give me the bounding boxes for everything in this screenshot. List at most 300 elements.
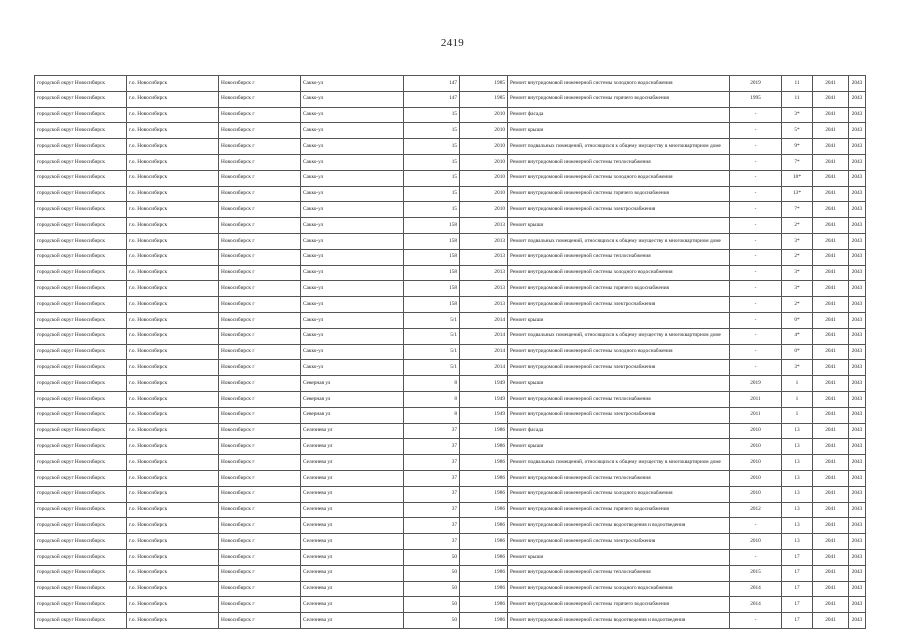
settlement-cell: Новосибирск г xyxy=(219,534,301,550)
work-type-cell: Ремонт внутридомовой инженерной системы теплоснабжения xyxy=(508,391,730,407)
plan-end-cell: 2043 xyxy=(849,186,866,202)
district-cell: г.о. Новосибирск xyxy=(127,597,219,613)
street-cell: Сакко-ул xyxy=(301,139,404,155)
last-repair-year-cell: 2010 xyxy=(730,470,782,486)
plan-start-cell: 2041 xyxy=(813,455,849,471)
house-number-cell: 37 xyxy=(404,486,460,502)
settlement-cell: Новосибирск г xyxy=(219,455,301,471)
district-cell: г.о. Новосибирск xyxy=(127,218,219,234)
plan-start-cell: 2041 xyxy=(813,502,849,518)
table-row xyxy=(35,312,866,328)
table-row xyxy=(35,470,866,486)
municipality-cell: городской округ Новосибирск xyxy=(35,265,127,281)
settlement-cell: Новосибирск г xyxy=(219,502,301,518)
plan-end-cell: 2043 xyxy=(849,123,866,139)
work-type-cell: Ремонт крыши xyxy=(508,123,730,139)
plan-start-cell: 2041 xyxy=(813,360,849,376)
build-year-cell: 1986 xyxy=(460,597,508,613)
house-number-cell: 37 xyxy=(404,470,460,486)
plan-end-cell: 2043 xyxy=(849,407,866,423)
district-cell: г.о. Новосибирск xyxy=(127,154,219,170)
plan-start-cell: 2041 xyxy=(813,312,849,328)
settlement-cell: Новосибирск г xyxy=(219,202,301,218)
work-type-cell: Ремонт внутридомовой инженерной системы теплоснабжения xyxy=(508,565,730,581)
district-cell: г.о. Новосибирск xyxy=(127,265,219,281)
street-cell: Селезнева ул xyxy=(301,502,404,518)
district-cell: г.о. Новосибирск xyxy=(127,391,219,407)
municipality-cell: городской округ Новосибирск xyxy=(35,344,127,360)
plan-end-cell: 2043 xyxy=(849,265,866,281)
wear-cell: 7* xyxy=(782,202,813,218)
plan-start-cell: 2041 xyxy=(813,233,849,249)
build-year-cell: 1949 xyxy=(460,407,508,423)
house-number-cell: 50 xyxy=(404,549,460,565)
work-type-cell: Ремонт внутридомовой инженерной системы холодного водоснабжения xyxy=(508,581,730,597)
district-cell: г.о. Новосибирск xyxy=(127,470,219,486)
house-number-cell: 158 xyxy=(404,249,460,265)
table-row xyxy=(35,328,866,344)
plan-end-cell: 2043 xyxy=(849,549,866,565)
municipality-cell: городской округ Новосибирск xyxy=(35,439,127,455)
table-row xyxy=(35,297,866,313)
house-number-cell: 37 xyxy=(404,502,460,518)
table-row xyxy=(35,344,866,360)
wear-cell: 13 xyxy=(782,439,813,455)
last-repair-year-cell: - xyxy=(730,312,782,328)
house-number-cell: 15 xyxy=(404,154,460,170)
street-cell: Сакко-ул xyxy=(301,344,404,360)
last-repair-year-cell: - xyxy=(730,170,782,186)
settlement-cell: Новосибирск г xyxy=(219,376,301,392)
wear-cell: 2* xyxy=(782,218,813,234)
plan-start-cell: 2041 xyxy=(813,218,849,234)
house-number-cell: 50 xyxy=(404,565,460,581)
street-cell: Сакко-ул xyxy=(301,328,404,344)
settlement-cell: Новосибирск г xyxy=(219,597,301,613)
work-type-cell: Ремонт внутридомовой инженерной системы горячего водоснабжения xyxy=(508,502,730,518)
last-repair-year-cell: - xyxy=(730,233,782,249)
table-row xyxy=(35,534,866,550)
settlement-cell: Новосибирск г xyxy=(219,186,301,202)
settlement-cell: Новосибирск г xyxy=(219,312,301,328)
last-repair-year-cell: - xyxy=(730,281,782,297)
house-number-cell: 8 xyxy=(404,376,460,392)
build-year-cell: 1986 xyxy=(460,502,508,518)
build-year-cell: 1985 xyxy=(460,91,508,107)
wear-cell: 13* xyxy=(782,186,813,202)
build-year-cell: 1985 xyxy=(460,76,508,92)
house-number-cell: 5/1 xyxy=(404,344,460,360)
street-cell: Сакко-ул xyxy=(301,265,404,281)
municipality-cell: городской округ Новосибирск xyxy=(35,549,127,565)
table-row xyxy=(35,613,866,629)
plan-end-cell: 2043 xyxy=(849,312,866,328)
wear-cell: 17 xyxy=(782,549,813,565)
plan-start-cell: 2041 xyxy=(813,202,849,218)
municipality-cell: городской округ Новосибирск xyxy=(35,297,127,313)
municipality-cell: городской округ Новосибирск xyxy=(35,486,127,502)
wear-cell: 13 xyxy=(782,455,813,471)
table-row xyxy=(35,91,866,107)
work-type-cell: Ремонт внутридомовой инженерной системы электроснабжения xyxy=(508,360,730,376)
wear-cell: 7* xyxy=(782,154,813,170)
plan-end-cell: 2043 xyxy=(849,233,866,249)
street-cell: Сакко-ул xyxy=(301,360,404,376)
wear-cell: 17 xyxy=(782,565,813,581)
plan-start-cell: 2041 xyxy=(813,439,849,455)
district-cell: г.о. Новосибирск xyxy=(127,360,219,376)
last-repair-year-cell: - xyxy=(730,107,782,123)
settlement-cell: Новосибирск г xyxy=(219,107,301,123)
settlement-cell: Новосибирск г xyxy=(219,139,301,155)
municipality-cell: городской округ Новосибирск xyxy=(35,281,127,297)
table-row xyxy=(35,455,866,471)
district-cell: г.о. Новосибирск xyxy=(127,91,219,107)
plan-start-cell: 2041 xyxy=(813,391,849,407)
district-cell: г.о. Новосибирск xyxy=(127,423,219,439)
plan-end-cell: 2043 xyxy=(849,391,866,407)
house-number-cell: 15 xyxy=(404,107,460,123)
last-repair-year-cell: - xyxy=(730,218,782,234)
house-number-cell: 158 xyxy=(404,297,460,313)
work-type-cell: Ремонт крыши xyxy=(508,549,730,565)
wear-cell: 3* xyxy=(782,265,813,281)
work-type-cell: Ремонт внутридомовой инженерной системы горячего водоснабжения xyxy=(508,597,730,613)
house-number-cell: 8 xyxy=(404,391,460,407)
work-type-cell: Ремонт подвальных помещений, относящихся к общему имуществу в многоквартирном доме xyxy=(508,455,730,471)
table-row xyxy=(35,549,866,565)
municipality-cell: городской округ Новосибирск xyxy=(35,154,127,170)
last-repair-year-cell: - xyxy=(730,549,782,565)
table-row xyxy=(35,439,866,455)
plan-start-cell: 2041 xyxy=(813,581,849,597)
settlement-cell: Новосибирск г xyxy=(219,91,301,107)
table-row xyxy=(35,249,866,265)
plan-start-cell: 2041 xyxy=(813,297,849,313)
plan-end-cell: 2043 xyxy=(849,328,866,344)
build-year-cell: 2014 xyxy=(460,328,508,344)
build-year-cell: 2013 xyxy=(460,265,508,281)
plan-start-cell: 2041 xyxy=(813,423,849,439)
wear-cell: 11 xyxy=(782,91,813,107)
build-year-cell: 1986 xyxy=(460,518,508,534)
build-year-cell: 2010 xyxy=(460,139,508,155)
build-year-cell: 1949 xyxy=(460,391,508,407)
street-cell: Сакко-ул xyxy=(301,249,404,265)
house-number-cell: 37 xyxy=(404,439,460,455)
wear-cell: 0* xyxy=(782,344,813,360)
build-year-cell: 2013 xyxy=(460,297,508,313)
house-number-cell: 158 xyxy=(404,281,460,297)
last-repair-year-cell: 2010 xyxy=(730,534,782,550)
work-type-cell: Ремонт внутридомовой инженерной системы электроснабжения xyxy=(508,297,730,313)
street-cell: Селезнева ул xyxy=(301,518,404,534)
settlement-cell: Новосибирск г xyxy=(219,344,301,360)
plan-start-cell: 2041 xyxy=(813,407,849,423)
plan-end-cell: 2043 xyxy=(849,91,866,107)
municipality-cell: городской округ Новосибирск xyxy=(35,502,127,518)
house-number-cell: 50 xyxy=(404,581,460,597)
build-year-cell: 2013 xyxy=(460,249,508,265)
table-row xyxy=(35,486,866,502)
house-number-cell: 147 xyxy=(404,76,460,92)
municipality-cell: городской округ Новосибирск xyxy=(35,455,127,471)
page-number: 2419 xyxy=(440,37,465,49)
last-repair-year-cell: - xyxy=(730,139,782,155)
street-cell: Сакко-ул xyxy=(301,170,404,186)
municipality-cell: городской округ Новосибирск xyxy=(35,107,127,123)
street-cell: Селезнева ул xyxy=(301,423,404,439)
street-cell: Сакко-ул xyxy=(301,233,404,249)
table-row xyxy=(35,597,866,613)
build-year-cell: 1986 xyxy=(460,534,508,550)
district-cell: г.о. Новосибирск xyxy=(127,233,219,249)
plan-start-cell: 2041 xyxy=(813,613,849,629)
build-year-cell: 1986 xyxy=(460,455,508,471)
plan-start-cell: 2041 xyxy=(813,597,849,613)
house-number-cell: 8 xyxy=(404,407,460,423)
street-cell: Селезнева ул xyxy=(301,486,404,502)
table-row xyxy=(35,265,866,281)
house-number-cell: 158 xyxy=(404,265,460,281)
work-type-cell: Ремонт подвальных помещений, относящихся к общему имуществу в многоквартирном доме xyxy=(508,233,730,249)
settlement-cell: Новосибирск г xyxy=(219,423,301,439)
street-cell: Селезнева ул xyxy=(301,455,404,471)
district-cell: г.о. Новосибирск xyxy=(127,170,219,186)
capital-repair-table xyxy=(34,75,866,629)
street-cell: Сакко-ул xyxy=(301,202,404,218)
street-cell: Сакко-ул xyxy=(301,107,404,123)
work-type-cell: Ремонт внутридомовой инженерной системы горячего водоснабжения xyxy=(508,186,730,202)
municipality-cell: городской округ Новосибирск xyxy=(35,91,127,107)
settlement-cell: Новосибирск г xyxy=(219,581,301,597)
wear-cell: 13 xyxy=(782,470,813,486)
last-repair-year-cell: 2010 xyxy=(730,439,782,455)
municipality-cell: городской округ Новосибирск xyxy=(35,518,127,534)
plan-end-cell: 2043 xyxy=(849,597,866,613)
wear-cell: 1 xyxy=(782,376,813,392)
work-type-cell: Ремонт фасада xyxy=(508,423,730,439)
wear-cell: 0* xyxy=(782,312,813,328)
house-number-cell: 147 xyxy=(404,91,460,107)
table-row xyxy=(35,154,866,170)
municipality-cell: городской округ Новосибирск xyxy=(35,170,127,186)
settlement-cell: Новосибирск г xyxy=(219,297,301,313)
plan-start-cell: 2041 xyxy=(813,549,849,565)
settlement-cell: Новосибирск г xyxy=(219,249,301,265)
settlement-cell: Новосибирск г xyxy=(219,407,301,423)
municipality-cell: городской округ Новосибирск xyxy=(35,376,127,392)
last-repair-year-cell: - xyxy=(730,518,782,534)
work-type-cell: Ремонт внутридомовой инженерной системы водоотведения и водоотведения xyxy=(508,613,730,629)
last-repair-year-cell: - xyxy=(730,360,782,376)
table-row xyxy=(35,565,866,581)
last-repair-year-cell: - xyxy=(730,202,782,218)
build-year-cell: 1986 xyxy=(460,565,508,581)
municipality-cell: городской округ Новосибирск xyxy=(35,123,127,139)
work-type-cell: Ремонт внутридомовой инженерной системы холодного водоснабжения xyxy=(508,170,730,186)
street-cell: Селезнева ул xyxy=(301,534,404,550)
wear-cell: 2* xyxy=(782,249,813,265)
settlement-cell: Новосибирск г xyxy=(219,549,301,565)
district-cell: г.о. Новосибирск xyxy=(127,107,219,123)
street-cell: Сакко-ул xyxy=(301,281,404,297)
settlement-cell: Новосибирск г xyxy=(219,170,301,186)
wear-cell: 17 xyxy=(782,613,813,629)
plan-end-cell: 2043 xyxy=(849,423,866,439)
plan-start-cell: 2041 xyxy=(813,91,849,107)
plan-end-cell: 2043 xyxy=(849,613,866,629)
wear-cell: 3* xyxy=(782,360,813,376)
settlement-cell: Новосибирск г xyxy=(219,565,301,581)
last-repair-year-cell: 1995 xyxy=(730,91,782,107)
plan-end-cell: 2043 xyxy=(849,202,866,218)
wear-cell: 13 xyxy=(782,502,813,518)
house-number-cell: 15 xyxy=(404,139,460,155)
plan-start-cell: 2041 xyxy=(813,470,849,486)
wear-cell: 3* xyxy=(782,233,813,249)
plan-start-cell: 2041 xyxy=(813,139,849,155)
plan-end-cell: 2043 xyxy=(849,376,866,392)
last-repair-year-cell: - xyxy=(730,154,782,170)
table-row xyxy=(35,139,866,155)
plan-end-cell: 2043 xyxy=(849,581,866,597)
settlement-cell: Новосибирск г xyxy=(219,486,301,502)
work-type-cell: Ремонт внутридомовой инженерной системы электроснабжения xyxy=(508,534,730,550)
street-cell: Селезнева ул xyxy=(301,581,404,597)
last-repair-year-cell: 2014 xyxy=(730,597,782,613)
house-number-cell: 15 xyxy=(404,170,460,186)
work-type-cell: Ремонт крыши xyxy=(508,439,730,455)
district-cell: г.о. Новосибирск xyxy=(127,613,219,629)
table-row xyxy=(35,123,866,139)
house-number-cell: 5/1 xyxy=(404,328,460,344)
plan-end-cell: 2043 xyxy=(849,360,866,376)
settlement-cell: Новосибирск г xyxy=(219,281,301,297)
house-number-cell: 158 xyxy=(404,218,460,234)
table-row xyxy=(35,518,866,534)
build-year-cell: 1986 xyxy=(460,470,508,486)
plan-end-cell: 2043 xyxy=(849,344,866,360)
plan-start-cell: 2041 xyxy=(813,186,849,202)
house-number-cell: 50 xyxy=(404,597,460,613)
house-number-cell: 5/1 xyxy=(404,360,460,376)
build-year-cell: 1986 xyxy=(460,423,508,439)
municipality-cell: городской округ Новосибирск xyxy=(35,202,127,218)
settlement-cell: Новосибирск г xyxy=(219,154,301,170)
work-type-cell: Ремонт внутридомовой инженерной системы холодного водоснабжения xyxy=(508,265,730,281)
build-year-cell: 2010 xyxy=(460,154,508,170)
build-year-cell: 1949 xyxy=(460,376,508,392)
district-cell: г.о. Новосибирск xyxy=(127,502,219,518)
municipality-cell: городской округ Новосибирск xyxy=(35,565,127,581)
wear-cell: 2* xyxy=(782,297,813,313)
build-year-cell: 2013 xyxy=(460,281,508,297)
municipality-cell: городской округ Новосибирск xyxy=(35,360,127,376)
municipality-cell: городской округ Новосибирск xyxy=(35,218,127,234)
wear-cell: 13 xyxy=(782,534,813,550)
wear-cell: 1 xyxy=(782,407,813,423)
district-cell: г.о. Новосибирск xyxy=(127,439,219,455)
plan-end-cell: 2043 xyxy=(849,565,866,581)
house-number-cell: 5/1 xyxy=(404,312,460,328)
street-cell: Селезнева ул xyxy=(301,613,404,629)
plan-start-cell: 2041 xyxy=(813,249,849,265)
district-cell: г.о. Новосибирск xyxy=(127,565,219,581)
street-cell: Сакко-ул xyxy=(301,297,404,313)
work-type-cell: Ремонт крыши xyxy=(508,218,730,234)
district-cell: г.о. Новосибирск xyxy=(127,455,219,471)
municipality-cell: городской округ Новосибирск xyxy=(35,581,127,597)
house-number-cell: 37 xyxy=(404,518,460,534)
last-repair-year-cell: - xyxy=(730,123,782,139)
settlement-cell: Новосибирск г xyxy=(219,233,301,249)
plan-start-cell: 2041 xyxy=(813,376,849,392)
plan-end-cell: 2043 xyxy=(849,154,866,170)
plan-start-cell: 2041 xyxy=(813,534,849,550)
wear-cell: 9* xyxy=(782,139,813,155)
plan-end-cell: 2043 xyxy=(849,139,866,155)
table-row xyxy=(35,170,866,186)
plan-start-cell: 2041 xyxy=(813,170,849,186)
plan-start-cell: 2041 xyxy=(813,154,849,170)
street-cell: Селезнева ул xyxy=(301,597,404,613)
work-type-cell: Ремонт внутридомовой инженерной системы водоотведения и водоотведения xyxy=(508,518,730,534)
last-repair-year-cell: 2015 xyxy=(730,565,782,581)
street-cell: Селезнева ул xyxy=(301,549,404,565)
work-type-cell: Ремонт подвальных помещений, относящихся к общему имуществу в многоквартирном доме xyxy=(508,139,730,155)
wear-cell: 5* xyxy=(782,123,813,139)
plan-end-cell: 2043 xyxy=(849,470,866,486)
last-repair-year-cell: 2019 xyxy=(730,376,782,392)
house-number-cell: 15 xyxy=(404,186,460,202)
work-type-cell: Ремонт внутридомовой инженерной системы теплоснабжения xyxy=(508,470,730,486)
last-repair-year-cell: 2011 xyxy=(730,391,782,407)
build-year-cell: 2014 xyxy=(460,344,508,360)
plan-start-cell: 2041 xyxy=(813,518,849,534)
municipality-cell: городской округ Новосибирск xyxy=(35,613,127,629)
street-cell: Северная ул xyxy=(301,407,404,423)
municipality-cell: городской округ Новосибирск xyxy=(35,534,127,550)
house-number-cell: 158 xyxy=(404,233,460,249)
table-row xyxy=(35,218,866,234)
last-repair-year-cell: - xyxy=(730,186,782,202)
wear-cell: 10* xyxy=(782,170,813,186)
plan-start-cell: 2041 xyxy=(813,123,849,139)
wear-cell: 3* xyxy=(782,281,813,297)
work-type-cell: Ремонт внутридомовой инженерной системы теплоснабжения xyxy=(508,249,730,265)
settlement-cell: Новосибирск г xyxy=(219,328,301,344)
plan-start-cell: 2041 xyxy=(813,265,849,281)
house-number-cell: 37 xyxy=(404,534,460,550)
plan-start-cell: 2041 xyxy=(813,486,849,502)
district-cell: г.о. Новосибирск xyxy=(127,76,219,92)
last-repair-year-cell: - xyxy=(730,249,782,265)
plan-end-cell: 2043 xyxy=(849,76,866,92)
municipality-cell: городской округ Новосибирск xyxy=(35,407,127,423)
plan-end-cell: 2043 xyxy=(849,439,866,455)
district-cell: г.о. Новосибирск xyxy=(127,376,219,392)
municipality-cell: городской округ Новосибирск xyxy=(35,312,127,328)
build-year-cell: 2010 xyxy=(460,202,508,218)
settlement-cell: Новосибирск г xyxy=(219,123,301,139)
plan-start-cell: 2041 xyxy=(813,76,849,92)
street-cell: Северная ул xyxy=(301,391,404,407)
plan-start-cell: 2041 xyxy=(813,565,849,581)
street-cell: Сакко-ул xyxy=(301,154,404,170)
build-year-cell: 2010 xyxy=(460,107,508,123)
table-row xyxy=(35,202,866,218)
